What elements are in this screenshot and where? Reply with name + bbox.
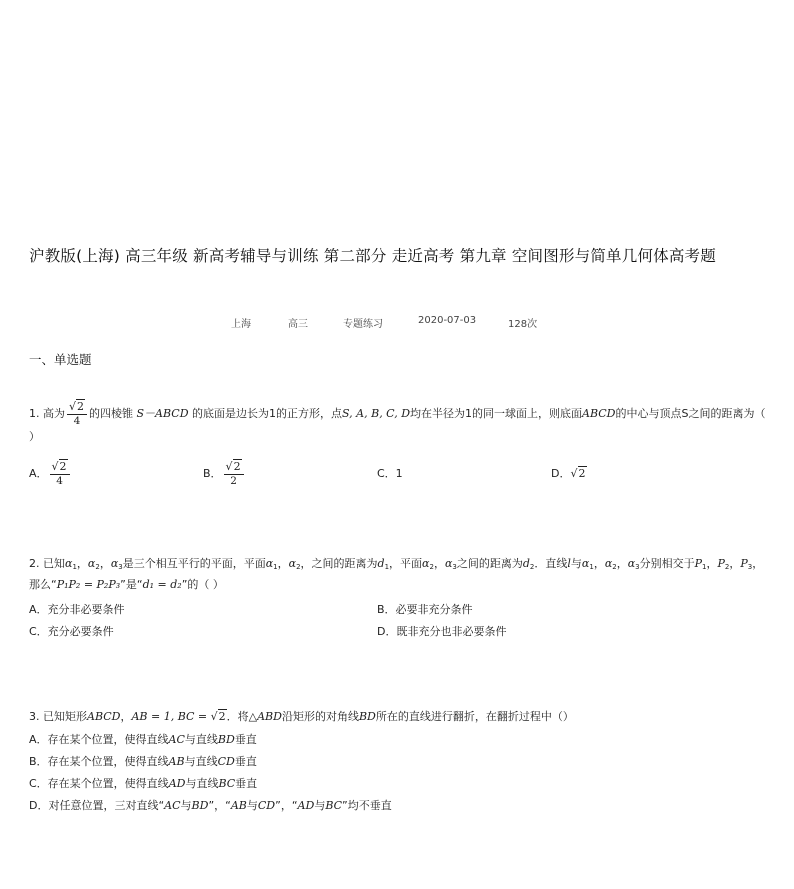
- q2-text: ，: [99, 557, 111, 570]
- option-math: BC: [218, 777, 236, 790]
- q1-text: 的四棱锥: [89, 407, 134, 420]
- q1-text: 1. 高为: [29, 407, 65, 420]
- option-text: ”，“: [208, 799, 231, 812]
- option-text: ”，“: [275, 799, 298, 812]
- option-math: BD: [191, 799, 209, 812]
- q2-sub: 3: [635, 563, 640, 571]
- q2-sub: 2: [429, 563, 434, 571]
- option-text: D．既非充分也非必要条件: [377, 625, 507, 638]
- q1-text: 均在半径为1的同一球面上，则底面: [410, 407, 583, 420]
- option-label: D．: [551, 467, 571, 480]
- q2-math: α: [422, 557, 430, 570]
- q2-sub: 3: [747, 563, 753, 571]
- q3-option-b[interactable]: [29, 753, 257, 771]
- section-heading: 一、单选题: [29, 352, 92, 367]
- question-1-stem: [29, 400, 769, 446]
- q1-frac-den: 4: [73, 415, 81, 427]
- option-text: A．存在某个位置，使得直线: [29, 733, 169, 746]
- q2-text: ，: [706, 557, 718, 570]
- q1-option-a-fraction: $\frac{√2}{4}$: [50, 460, 70, 488]
- q2-text: ．直线: [534, 557, 568, 570]
- q3-text: 3. 已知矩形: [29, 710, 87, 723]
- option-math: BC: [325, 799, 343, 812]
- q1-option-a[interactable]: [29, 460, 72, 488]
- meta-region: 上海: [231, 319, 251, 330]
- q2-sub: 1: [384, 563, 390, 571]
- q2-text: 2. 已知: [29, 557, 65, 570]
- option-math: AD: [168, 777, 186, 790]
- q2-math: d₁ = d₂: [142, 578, 182, 591]
- q2-sub: 2: [95, 563, 100, 571]
- q2-text: ，: [433, 557, 445, 570]
- option-math: AB: [168, 755, 185, 768]
- option-text: 与: [180, 799, 192, 812]
- q2-math: α: [65, 557, 73, 570]
- option-math: AB: [230, 799, 247, 812]
- q2-math: α: [627, 557, 636, 570]
- q2-option-d[interactable]: [377, 623, 506, 641]
- q1-text: 的底面是边长为1的正方形，点: [192, 407, 343, 420]
- q2-sub: 2: [529, 563, 535, 571]
- option-text: 与直线: [184, 733, 218, 746]
- q3-option-c[interactable]: [29, 775, 257, 793]
- q2-math: α: [444, 557, 453, 570]
- document-title: 沪教版(上海) 高三年级 新高考辅导与训练 第二部分 走近高考 第九章 空间图形与简单几何体高考题: [29, 247, 716, 265]
- q2-math: P: [694, 557, 703, 570]
- q2-option-c[interactable]: [29, 623, 114, 641]
- q2-math: α: [87, 557, 96, 570]
- q1-math: S, A, B, C, D: [342, 407, 411, 420]
- option-math: BD: [217, 733, 235, 746]
- q2-sub: 1: [702, 563, 707, 571]
- option-text: 垂直: [234, 755, 257, 768]
- q2-text: ，: [277, 557, 289, 570]
- option-text: 与直线: [184, 755, 218, 768]
- meta-grade: 高三: [288, 319, 308, 330]
- q2-math: α: [110, 557, 119, 570]
- frac-num: 2: [233, 460, 241, 473]
- q2-math: α: [581, 557, 590, 570]
- q2-math: α: [604, 557, 613, 570]
- q2-text: 之间的距离为: [456, 557, 523, 570]
- q2-math: P: [740, 557, 748, 570]
- option-text: B．必要非充分条件: [377, 603, 473, 616]
- option-text: A．充分非必要条件: [29, 603, 125, 616]
- q1-option-c[interactable]: [377, 465, 403, 483]
- q3-text: 所在的直线进行翻折，在翻折过程中（）: [375, 710, 574, 723]
- q3-math: △ABD: [248, 710, 282, 723]
- q2-sub: 3: [452, 563, 457, 571]
- q2-math: α: [288, 557, 297, 570]
- meta-views: 128次: [508, 319, 538, 330]
- meta-date: 2020-07-03: [418, 315, 477, 326]
- option-math: AC: [164, 799, 181, 812]
- option-text: C．充分必要条件: [29, 625, 114, 638]
- q2-math: α: [265, 557, 274, 570]
- frac-den: 4: [56, 475, 63, 487]
- q3-text: ．将: [226, 710, 249, 723]
- option-math: AD: [297, 799, 315, 812]
- option-label: B．: [203, 467, 222, 480]
- option-math: CD: [257, 799, 276, 812]
- q3-math: AB = 1, BC =: [131, 710, 211, 723]
- q2-math: P: [717, 557, 725, 570]
- option-text: 与: [246, 799, 258, 812]
- option-text: 垂直: [234, 733, 257, 746]
- meta-type: 专题练习: [343, 319, 383, 330]
- q2-text: ，那么“: [29, 557, 764, 591]
- q2-text: 与: [570, 557, 582, 570]
- q2-text: ，: [593, 557, 605, 570]
- option-text: B．存在某个位置，使得直线: [29, 755, 169, 768]
- q1-frac-num: 2: [77, 400, 85, 413]
- q2-option-a[interactable]: [29, 601, 125, 619]
- q2-text: ，之间的距离为: [300, 557, 378, 570]
- q1-fraction: $\frac{√2}{4}$: [67, 400, 87, 428]
- option-text: 垂直: [235, 777, 258, 790]
- frac-den: 2: [230, 475, 237, 487]
- option-math: AC: [168, 733, 185, 746]
- q2-sub: 2: [612, 563, 617, 571]
- q1-text: 的中心与顶点S之间的距离为（ ）: [29, 407, 766, 443]
- q2-sub: 1: [72, 563, 77, 571]
- option-text: C．存在某个位置，使得直线: [29, 777, 169, 790]
- q2-text: ，: [76, 557, 88, 570]
- frac-num: 2: [59, 460, 67, 473]
- q2-text: 分别相交于: [639, 557, 695, 570]
- q1-option-b-fraction: $\frac{√2}{2}$: [224, 460, 244, 488]
- q2-sub: 1: [273, 563, 278, 571]
- option-text: 与直线: [185, 777, 219, 790]
- q2-text: ”是“: [120, 578, 143, 591]
- q2-text: ，: [616, 557, 628, 570]
- q1-option-d-sqrt: √2: [570, 467, 586, 480]
- q2-text: ”的（ ）: [181, 578, 224, 591]
- q1-math: S－ABCD: [136, 407, 189, 420]
- q2-sub: 3: [118, 563, 123, 571]
- option-math: CD: [217, 755, 235, 768]
- option-text: ”均不垂直: [342, 799, 392, 812]
- radicand: 2: [218, 710, 226, 723]
- q2-sub: 1: [589, 563, 594, 571]
- q3-option-d[interactable]: [29, 797, 392, 815]
- q2-math: d: [377, 557, 385, 570]
- q3-sqrt: √2: [210, 710, 226, 723]
- option-text: C．1: [377, 467, 403, 480]
- q2-sub: 2: [724, 563, 730, 571]
- option-text: D．对任意位置，三对直线“: [29, 799, 165, 812]
- q1-math: ABCD: [582, 407, 616, 420]
- option-label: A．: [29, 467, 48, 480]
- q2-option-b[interactable]: [377, 601, 473, 619]
- option-text: 与: [314, 799, 326, 812]
- question-3-stem: [29, 708, 769, 726]
- q2-text: 是三个相互平行的平面，平面: [122, 557, 266, 570]
- q3-option-a[interactable]: [29, 731, 257, 749]
- radicand: 2: [578, 467, 586, 480]
- q2-text: ，: [729, 557, 741, 570]
- q3-text: 沿矩形的对角线: [281, 710, 359, 723]
- q3-math: BD: [358, 710, 376, 723]
- q2-math: d: [522, 557, 530, 570]
- q2-text: ，平面: [389, 557, 423, 570]
- q1-option-d[interactable]: [551, 465, 587, 483]
- q2-math: P₁P₂ = P₂P₃: [56, 578, 121, 591]
- q3-math: ABCD: [87, 710, 121, 723]
- question-2-stem: [29, 555, 769, 594]
- q2-sub: 2: [296, 563, 301, 571]
- q1-option-b[interactable]: [203, 460, 246, 488]
- q2-math: l: [567, 557, 571, 570]
- q3-text: ，: [120, 710, 132, 723]
